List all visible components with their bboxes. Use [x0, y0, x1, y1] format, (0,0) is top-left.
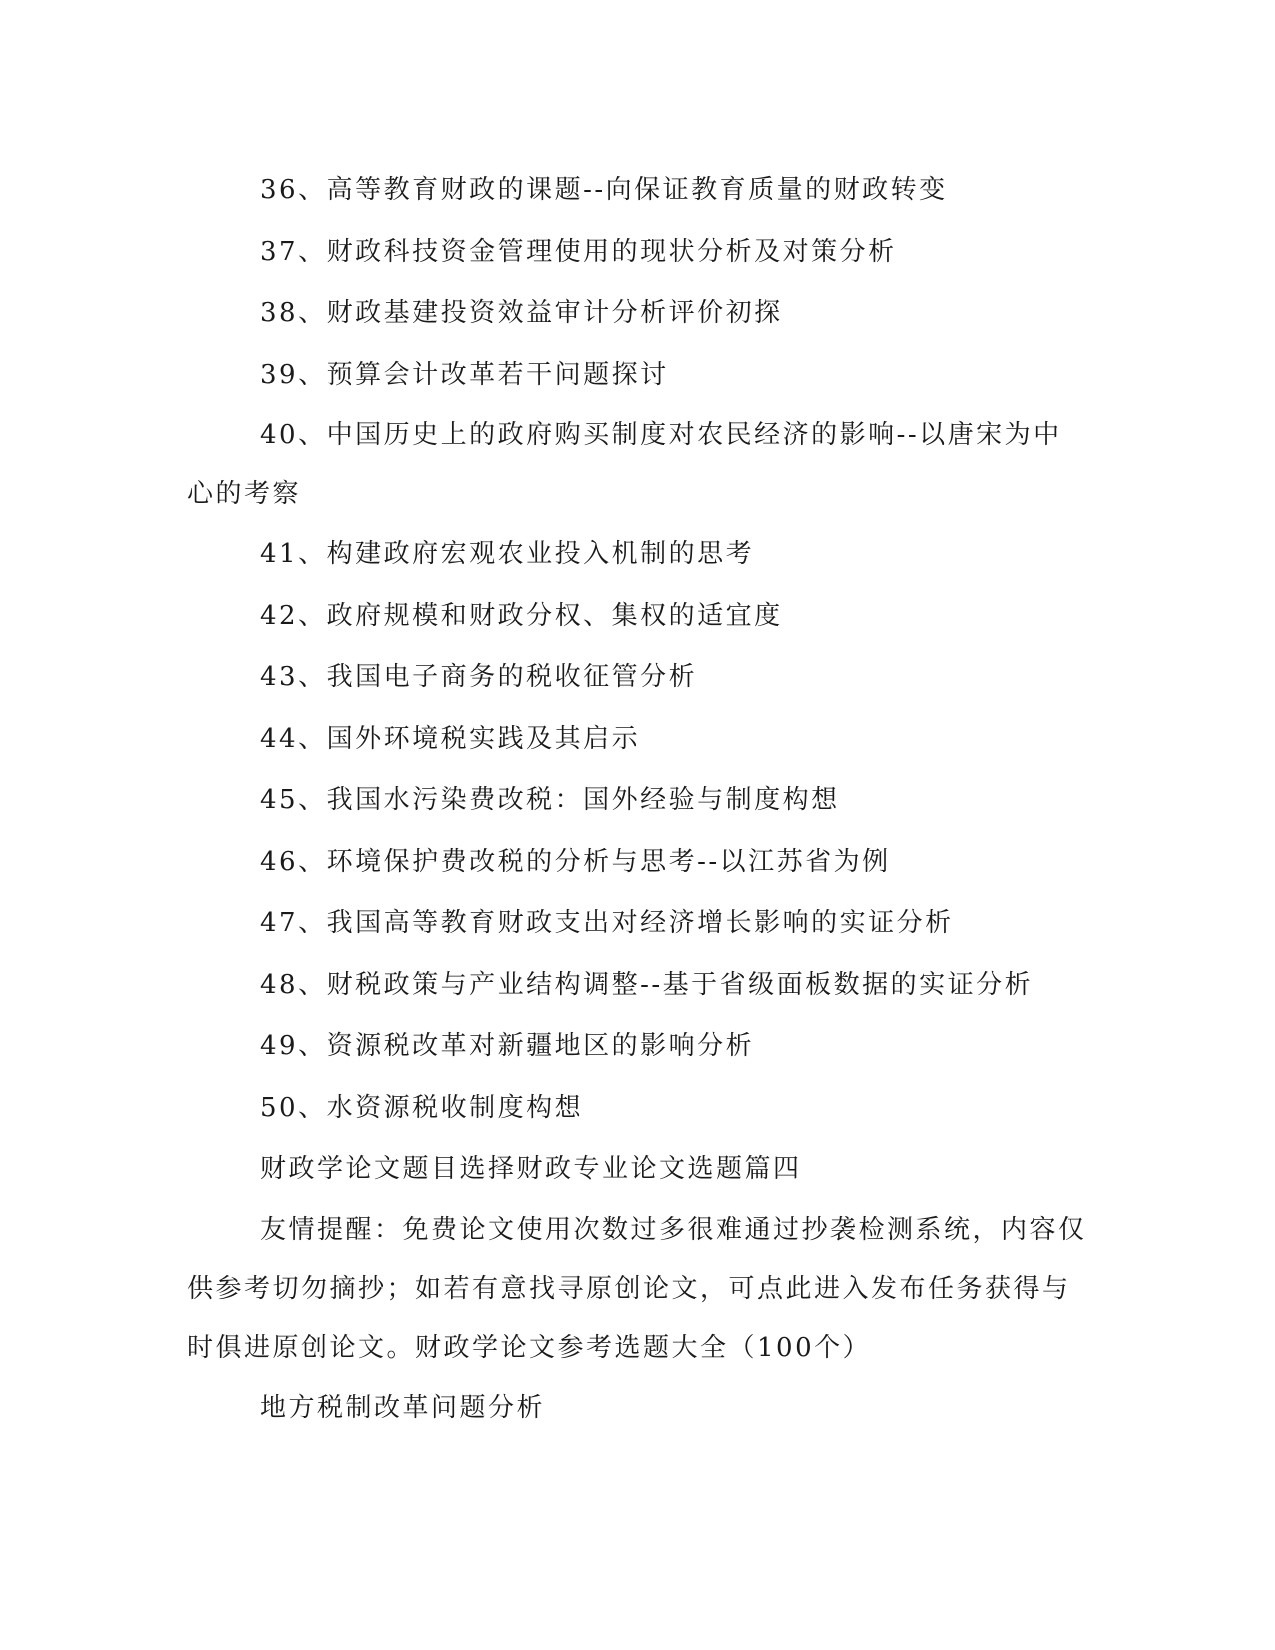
list-item-39: 39、预算会计改革若干问题探讨: [260, 359, 669, 390]
list-item-44: 44、国外环境税实践及其启示: [260, 723, 641, 754]
section-heading: 财政学论文题目选择财政专业论文选题篇四: [260, 1154, 802, 1184]
list-item-40: 40、中国历史上的政府购买制度对农民经济的影响--以唐宋为中心的考察: [187, 420, 1062, 509]
list-item-45: 45、我国水污染费改税：国外经验与制度构想: [260, 785, 840, 815]
list-item-38: 38、财政基建投资效益审计分析评价初探: [260, 298, 783, 328]
document-body: [187, 160, 1087, 1439]
reminder-paragraph: 友情提醒：免费论文使用次数过多很难通过抄袭检测系统，内容仅供参考切勿摘抄；如若有意找寻原创论文，可点此进入发布任务获得与时俱进原创论文。财政学论文参考选题大全（100个）: [187, 1214, 1087, 1363]
list-item-41: 41、构建政府宏观农业投入机制的思考: [260, 539, 755, 569]
list-item-42: 42、政府规模和财政分权、集权的适宜度: [260, 600, 783, 631]
list-item-43: 43、我国电子商务的税收征管分析: [260, 662, 698, 692]
list-item-37: 37、财政科技资金管理使用的现状分析及对策分析: [260, 236, 897, 267]
list-item-36: 36、高等教育财政的课题--向保证教育质量的财政转变: [260, 175, 948, 205]
list-item-49: 49、资源税改革对新疆地区的影响分析: [260, 1031, 755, 1061]
list-item-47: 47、我国高等教育财政支出对经济增长影响的实证分析: [260, 908, 954, 938]
list-item-50: 50、水资源税收制度构想: [260, 1092, 584, 1123]
list-item-48: 48、财税政策与产业结构调整--基于省级面板数据的实证分析: [260, 969, 1034, 1000]
list-item-46: 46、环境保护费改税的分析与思考--以江苏省为例: [260, 846, 891, 877]
topic-line: 地方税制改革问题分析: [260, 1392, 546, 1423]
